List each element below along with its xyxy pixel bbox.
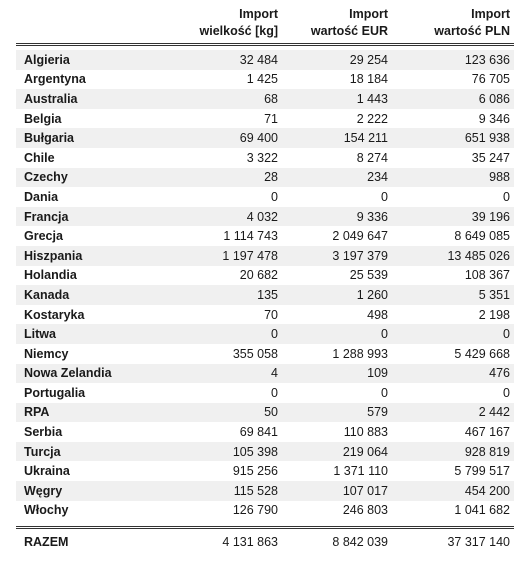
table-row <box>16 128 514 148</box>
import-pln-cell: 8 649 085 <box>454 229 510 244</box>
header-import-pln <box>392 6 514 43</box>
table-body <box>16 50 514 520</box>
table-row <box>16 70 514 90</box>
country-cell: Niemcy <box>24 346 69 361</box>
import-eur-cell: 1 260 <box>356 287 388 302</box>
table-row <box>16 89 514 109</box>
import-kg-cell: 355 058 <box>232 346 278 361</box>
import-eur-cell: 110 883 <box>343 425 388 440</box>
import-eur-cell: 25 539 <box>349 268 388 283</box>
import-eur-cell: 154 211 <box>343 131 388 146</box>
table-row <box>16 344 514 364</box>
country-cell: Francja <box>24 209 69 224</box>
country-cell: Chile <box>24 150 55 165</box>
table-header <box>16 0 514 46</box>
import-pln-cell: 1 041 682 <box>454 503 510 518</box>
import-kg-cell: 20 682 <box>239 268 278 283</box>
import-eur-cell: 1 443 <box>356 91 388 106</box>
import-pln-cell: 2 442 <box>478 405 510 420</box>
import-pln-cell: 454 200 <box>464 483 510 498</box>
import-pln-cell: 988 <box>489 170 510 185</box>
table-row <box>16 461 514 481</box>
header-line2: wielkość [kg] <box>199 24 278 38</box>
import-kg-cell: 28 <box>264 170 278 185</box>
country-cell: Nowa Zelandia <box>24 366 112 381</box>
import-kg-cell: 69 841 <box>239 425 278 440</box>
import-kg-cell: 915 256 <box>232 464 278 479</box>
country-cell: Serbia <box>24 425 63 440</box>
import-eur-cell: 219 064 <box>342 444 388 459</box>
import-pln-cell: 0 <box>503 385 510 400</box>
import-eur-cell: 109 <box>367 366 388 381</box>
table-row <box>16 403 514 423</box>
country-cell: Turcja <box>24 444 61 459</box>
total-kg: 4 131 863 <box>222 535 278 550</box>
country-cell: Belgia <box>24 111 62 126</box>
table-row <box>16 168 514 188</box>
import-eur-cell: 18 184 <box>349 72 388 87</box>
import-eur-cell: 1 288 993 <box>332 346 388 361</box>
import-eur-cell: 0 <box>381 189 388 204</box>
import-pln-cell: 467 167 <box>464 425 510 440</box>
import-kg-cell: 1 425 <box>246 72 278 87</box>
country-cell: Włochy <box>24 503 69 518</box>
header-line1: Import <box>471 7 510 21</box>
table-row <box>16 226 514 246</box>
country-cell: RPA <box>24 405 50 420</box>
import-kg-cell: 68 <box>264 91 278 106</box>
header-import-kg <box>138 6 282 43</box>
import-kg-cell: 0 <box>271 385 278 400</box>
import-kg-cell: 126 790 <box>232 503 278 518</box>
import-kg-cell: 4 <box>271 366 278 381</box>
import-eur-cell: 9 336 <box>356 209 388 224</box>
import-pln-cell: 123 636 <box>464 52 510 67</box>
import-eur-cell: 1 371 110 <box>333 464 388 479</box>
import-kg-cell: 4 032 <box>246 209 278 224</box>
header-line1: Import <box>349 7 388 21</box>
country-cell: Węgry <box>24 483 63 498</box>
header-line1: Import <box>239 7 278 21</box>
country-cell: Holandia <box>24 268 77 283</box>
import-pln-cell: 39 196 <box>471 209 510 224</box>
country-cell: Portugalia <box>24 385 86 400</box>
header-import-eur <box>282 6 392 43</box>
import-kg-cell: 135 <box>257 287 278 302</box>
import-kg-cell: 1 197 478 <box>222 248 278 263</box>
total-eur: 8 842 039 <box>332 535 388 550</box>
table-row <box>16 266 514 286</box>
total-label: RAZEM <box>24 535 69 550</box>
country-cell: Dania <box>24 189 59 204</box>
country-cell: Grecja <box>24 229 63 244</box>
header-line2: wartość PLN <box>434 24 510 38</box>
import-kg-cell: 105 398 <box>232 444 278 459</box>
import-pln-cell: 651 938 <box>464 131 510 146</box>
import-pln-cell: 928 819 <box>464 444 510 459</box>
import-eur-cell: 579 <box>367 405 388 420</box>
import-pln-cell: 5 351 <box>478 287 510 302</box>
import-kg-cell: 50 <box>264 405 278 420</box>
import-pln-cell: 2 198 <box>478 307 510 322</box>
import-eur-cell: 2 049 647 <box>332 229 388 244</box>
import-eur-cell: 29 254 <box>349 52 388 67</box>
country-cell: Australia <box>24 91 78 106</box>
country-cell: Kostaryka <box>24 307 85 322</box>
import-pln-cell: 76 705 <box>471 72 510 87</box>
table-row <box>16 50 514 70</box>
table-row <box>16 364 514 384</box>
import-kg-cell: 1 114 743 <box>223 229 278 244</box>
import-pln-cell: 0 <box>503 327 510 342</box>
import-pln-cell: 0 <box>503 189 510 204</box>
import-eur-cell: 0 <box>381 385 388 400</box>
country-cell: Kanada <box>24 287 70 302</box>
import-pln-cell: 5 799 517 <box>454 464 510 479</box>
import-pln-cell: 108 367 <box>464 268 510 283</box>
import-eur-cell: 2 222 <box>356 111 388 126</box>
import-pln-cell: 13 485 026 <box>447 248 510 263</box>
header-country-spacer <box>16 6 138 43</box>
country-cell: Hiszpania <box>24 248 83 263</box>
table-row <box>16 305 514 325</box>
import-pln-cell: 476 <box>489 366 510 381</box>
header-line2: wartość EUR <box>310 24 388 38</box>
import-kg-cell: 32 484 <box>239 52 278 67</box>
table-row <box>16 187 514 207</box>
import-eur-cell: 8 274 <box>356 150 388 165</box>
import-kg-cell: 3 322 <box>246 150 278 165</box>
table-row <box>16 422 514 442</box>
import-kg-cell: 71 <box>264 111 278 126</box>
import-table <box>16 0 514 553</box>
import-kg-cell: 115 528 <box>233 483 278 498</box>
total-separator <box>16 526 514 529</box>
total-row <box>16 531 514 553</box>
total-pln: 37 317 140 <box>447 535 510 550</box>
import-eur-cell: 498 <box>367 307 388 322</box>
table-row <box>16 442 514 462</box>
country-cell: Litwa <box>24 327 56 342</box>
import-pln-cell: 5 429 668 <box>454 346 510 361</box>
import-kg-cell: 69 400 <box>239 131 278 146</box>
table-row <box>16 501 514 521</box>
country-cell: Bułgaria <box>24 131 75 146</box>
table-row <box>16 246 514 266</box>
import-eur-cell: 0 <box>381 327 388 342</box>
import-eur-cell: 234 <box>367 170 388 185</box>
table-row <box>16 207 514 227</box>
country-cell: Czechy <box>24 170 68 185</box>
import-kg-cell: 0 <box>271 189 278 204</box>
table-row <box>16 109 514 129</box>
import-eur-cell: 107 017 <box>342 483 388 498</box>
import-pln-cell: 35 247 <box>471 150 510 165</box>
table-row <box>16 148 514 168</box>
table-row <box>16 481 514 501</box>
country-cell: Algieria <box>24 52 70 67</box>
table-row <box>16 324 514 344</box>
country-cell: Argentyna <box>24 72 86 87</box>
country-cell: Ukraina <box>24 464 70 479</box>
table-row <box>16 383 514 403</box>
import-kg-cell: 70 <box>264 307 278 322</box>
import-kg-cell: 0 <box>271 327 278 342</box>
import-eur-cell: 246 803 <box>342 503 388 518</box>
import-eur-cell: 3 197 379 <box>332 248 388 263</box>
import-pln-cell: 6 086 <box>478 91 510 106</box>
import-pln-cell: 9 346 <box>478 111 510 126</box>
table-row <box>16 285 514 305</box>
